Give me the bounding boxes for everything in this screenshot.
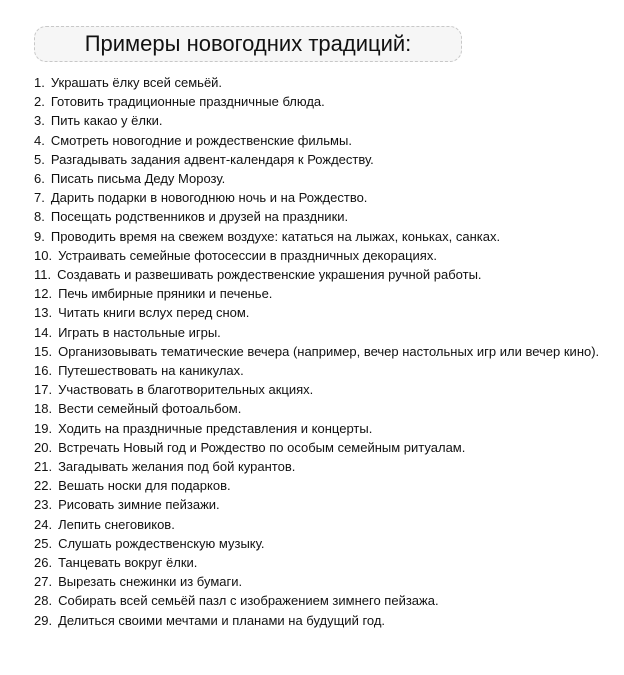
item-text: Разгадывать задания адвент-календаря к Рождеству. <box>50 151 374 167</box>
tradition-list <box>34 73 604 630</box>
item-number: 5. <box>34 151 45 167</box>
list-item <box>34 92 604 111</box>
item-text: Рисовать зимние пейзажи. <box>58 497 220 513</box>
item-number: 9. <box>34 228 45 244</box>
list-item <box>34 534 604 553</box>
item-number: 20. <box>34 439 53 455</box>
item-number: 15. <box>34 343 53 359</box>
item-text: Печь имбирные пряники и печенье. <box>58 286 273 302</box>
item-number: 26. <box>34 555 53 571</box>
item-number: 8. <box>34 209 45 225</box>
item-number: 10. <box>34 247 53 263</box>
item-text: Загадывать желания под бой курантов. <box>58 459 296 475</box>
list-item <box>34 476 604 495</box>
list-item <box>34 131 604 150</box>
page-title: Примеры новогодних традиций: <box>84 31 412 56</box>
list-item <box>34 111 604 130</box>
item-number: 14. <box>34 324 53 340</box>
item-number: 7. <box>34 190 45 206</box>
item-text: Украшать ёлку всей семьёй. <box>50 75 223 90</box>
item-text: Вешать носки для подарков. <box>58 478 231 494</box>
item-text: Читать книги вслух перед сном. <box>58 305 250 321</box>
item-text: Вырезать снежинки из бумаги. <box>58 574 243 590</box>
list-item <box>34 169 604 188</box>
item-text: Участвовать в благотворительных акциях. <box>58 382 314 398</box>
item-text: Танцевать вокруг ёлки. <box>58 555 198 571</box>
list-item <box>34 515 604 534</box>
item-number: 4. <box>34 132 45 148</box>
item-number: 29. <box>34 612 53 628</box>
list-item <box>34 399 604 418</box>
item-text: Встречать Новый год и Рождество по особым семейным ритуалам. <box>58 439 466 455</box>
list-item <box>34 553 604 572</box>
item-number: 22. <box>34 478 53 494</box>
list-item <box>34 207 604 226</box>
item-number: 18. <box>34 401 53 417</box>
list-item <box>34 227 604 246</box>
item-text: Создавать и развешивать рождественские украшения ручной работы. <box>57 267 482 283</box>
list-item <box>34 342 604 361</box>
item-text: Вести семейный фотоальбом. <box>58 401 242 417</box>
item-text: Играть в настольные игры. <box>58 324 221 340</box>
list-item <box>34 73 604 92</box>
list-item <box>34 303 604 322</box>
list-item <box>34 323 604 342</box>
item-number: 17. <box>34 382 53 398</box>
list-item <box>34 150 604 169</box>
list-item <box>34 457 604 476</box>
list-item <box>34 438 604 457</box>
item-text: Делиться своими мечтами и планами на будущий год. <box>58 612 386 628</box>
item-text: Смотреть новогодние и рождественские фильмы. <box>50 132 352 148</box>
item-text: Путешествовать на каникулах. <box>58 363 244 379</box>
item-number: 3. <box>34 113 45 129</box>
item-number: 16. <box>34 363 53 379</box>
list-item <box>34 284 604 303</box>
item-text: Лепить снеговиков. <box>58 516 175 532</box>
item-number: 6. <box>34 171 45 187</box>
item-text: Ходить на праздничные представления и концерты. <box>58 420 373 436</box>
item-text: Писать письма Деду Морозу. <box>50 171 226 187</box>
item-number: 25. <box>34 535 53 551</box>
list-item <box>34 188 604 207</box>
item-number: 2. <box>34 94 45 110</box>
item-number: 12. <box>34 286 53 302</box>
item-number: 21. <box>34 459 53 475</box>
item-text: Организовывать тематические вечера (например, вечер настольных игр или вечер кино). <box>58 343 600 359</box>
title-box <box>34 26 462 62</box>
item-number: 13. <box>34 305 53 321</box>
list-item <box>34 611 604 630</box>
list-item <box>34 495 604 514</box>
item-number: 19. <box>34 420 53 436</box>
item-text: Слушать рождественскую музыку. <box>58 535 265 551</box>
item-text: Пить какао у ёлки. <box>50 113 163 129</box>
item-text: Проводить время на свежем воздухе: кататься на лыжах, коньках, санках. <box>50 228 501 244</box>
item-text: Собирать всей семьёй пазл с изображением зимнего пейзажа. <box>58 593 439 609</box>
item-number: 1. <box>34 75 45 90</box>
list-item <box>34 572 604 591</box>
list-item <box>34 265 604 284</box>
item-number: 11. <box>34 267 52 283</box>
list-item <box>34 591 604 610</box>
list-item <box>34 380 604 399</box>
item-number: 27. <box>34 574 53 590</box>
item-number: 23. <box>34 497 53 513</box>
list-item <box>34 361 604 380</box>
item-text: Дарить подарки в новогоднюю ночь и на Рождество. <box>50 190 368 206</box>
item-number: 24. <box>34 516 53 532</box>
item-text: Готовить традиционные праздничные блюда. <box>50 94 325 110</box>
list-item <box>34 246 604 265</box>
item-text: Посещать родственников и друзей на праздники. <box>50 209 349 225</box>
list-item <box>34 419 604 438</box>
item-number: 28. <box>34 593 53 609</box>
item-text: Устраивать семейные фотосессии в праздничных декорациях. <box>58 247 437 263</box>
